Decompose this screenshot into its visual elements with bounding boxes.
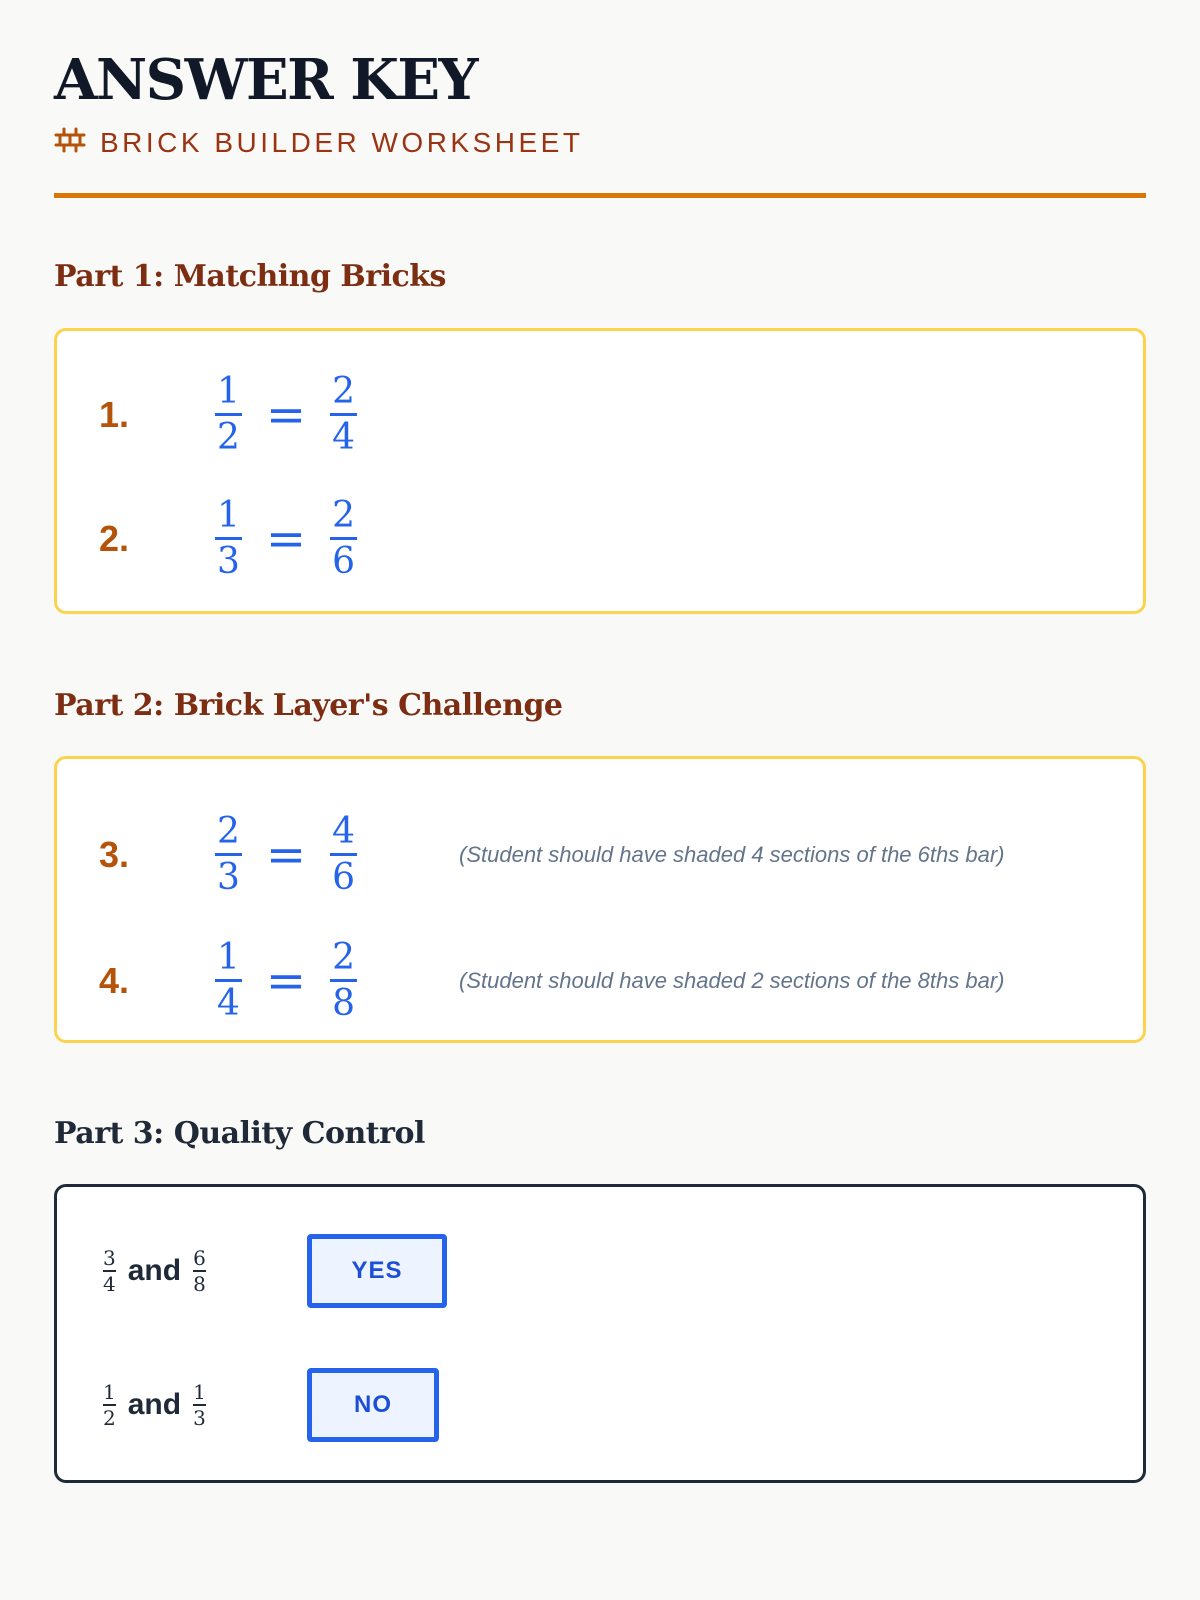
fraction — [193, 1382, 206, 1428]
numerator: 2 — [332, 495, 356, 536]
and-label: and — [127, 1388, 182, 1421]
fraction-bar — [330, 853, 357, 856]
fraction-pair — [103, 1248, 206, 1294]
denominator: 4 — [217, 983, 240, 1024]
fraction — [193, 1248, 206, 1294]
fraction — [215, 371, 242, 458]
denominator: 6 — [332, 541, 356, 582]
page-subtitle — [54, 127, 583, 158]
answer-note: (Student should have shaded 4 sections of the 6ths bar) — [459, 842, 1005, 867]
fraction — [215, 937, 242, 1024]
part3-heading: Part 3: Quality Control — [54, 1116, 425, 1151]
answer-row — [57, 495, 1143, 582]
yes-answer-button[interactable]: YES — [307, 1234, 447, 1308]
part1-heading: Part 1: Matching Bricks — [54, 259, 446, 294]
denominator: 8 — [332, 983, 356, 1024]
numerator: 3 — [103, 1246, 116, 1270]
denominator: 3 — [217, 541, 240, 582]
subtitle-text: BRICK BUILDER WORKSHEET — [100, 126, 584, 158]
fraction-bar — [215, 413, 242, 416]
denominator: 4 — [332, 417, 356, 458]
fraction — [103, 1248, 116, 1294]
fraction-pair — [103, 1382, 206, 1428]
denominator: 3 — [217, 857, 240, 898]
fraction-bar — [330, 979, 357, 982]
equals-sign: = — [265, 953, 307, 1009]
fraction — [215, 495, 242, 582]
fraction — [103, 1382, 116, 1428]
header-divider — [54, 193, 1146, 198]
part1-panel — [54, 328, 1146, 614]
question-number: 4. — [99, 960, 130, 1001]
answer-row — [57, 937, 1143, 1024]
denominator: 6 — [332, 857, 356, 898]
question-number: 3. — [99, 834, 130, 875]
answer-note: (Student should have shaded 2 sections of the 8ths bar) — [459, 968, 1005, 993]
question-number: 1. — [99, 394, 130, 435]
numerator: 1 — [217, 937, 240, 978]
numerator: 1 — [193, 1380, 206, 1404]
denominator: 2 — [217, 417, 240, 458]
fraction-equation — [215, 495, 357, 582]
fraction-bar — [215, 979, 242, 982]
comparison-row — [57, 1365, 1143, 1445]
answer-row — [57, 371, 1143, 458]
part3-panel — [54, 1184, 1146, 1483]
fraction — [330, 811, 357, 898]
denominator: 2 — [103, 1406, 116, 1430]
numerator: 1 — [217, 495, 240, 536]
numerator: 2 — [217, 811, 240, 852]
fraction — [330, 937, 357, 1024]
and-label: and — [127, 1254, 182, 1287]
numerator: 1 — [103, 1380, 116, 1404]
fraction-bar — [330, 537, 357, 540]
numerator: 2 — [332, 371, 356, 412]
question-number: 2. — [99, 518, 130, 559]
denominator: 3 — [193, 1406, 206, 1430]
numerator: 1 — [217, 371, 240, 412]
part2-heading: Part 2: Brick Layer's Challenge — [54, 688, 563, 723]
numerator: 6 — [193, 1246, 206, 1270]
equals-sign: = — [265, 827, 307, 883]
comparison-row — [57, 1231, 1143, 1311]
part2-panel — [54, 756, 1146, 1043]
fraction-bar — [215, 853, 242, 856]
fraction-equation — [215, 371, 357, 458]
fraction — [215, 811, 242, 898]
fraction-bar — [330, 413, 357, 416]
answer-row — [57, 811, 1143, 898]
fraction — [330, 495, 357, 582]
denominator: 4 — [103, 1272, 116, 1296]
fraction-equation — [215, 937, 357, 1024]
denominator: 8 — [193, 1272, 206, 1296]
brick-wall-icon — [54, 127, 86, 158]
fraction-equation — [215, 811, 357, 898]
fraction — [330, 371, 357, 458]
numerator: 4 — [332, 811, 356, 852]
equals-sign: = — [265, 511, 307, 567]
no-answer-button[interactable]: NO — [307, 1368, 439, 1442]
equals-sign: = — [265, 387, 307, 443]
numerator: 2 — [332, 937, 356, 978]
page-title: ANSWER KEY — [54, 47, 478, 113]
fraction-bar — [215, 537, 242, 540]
